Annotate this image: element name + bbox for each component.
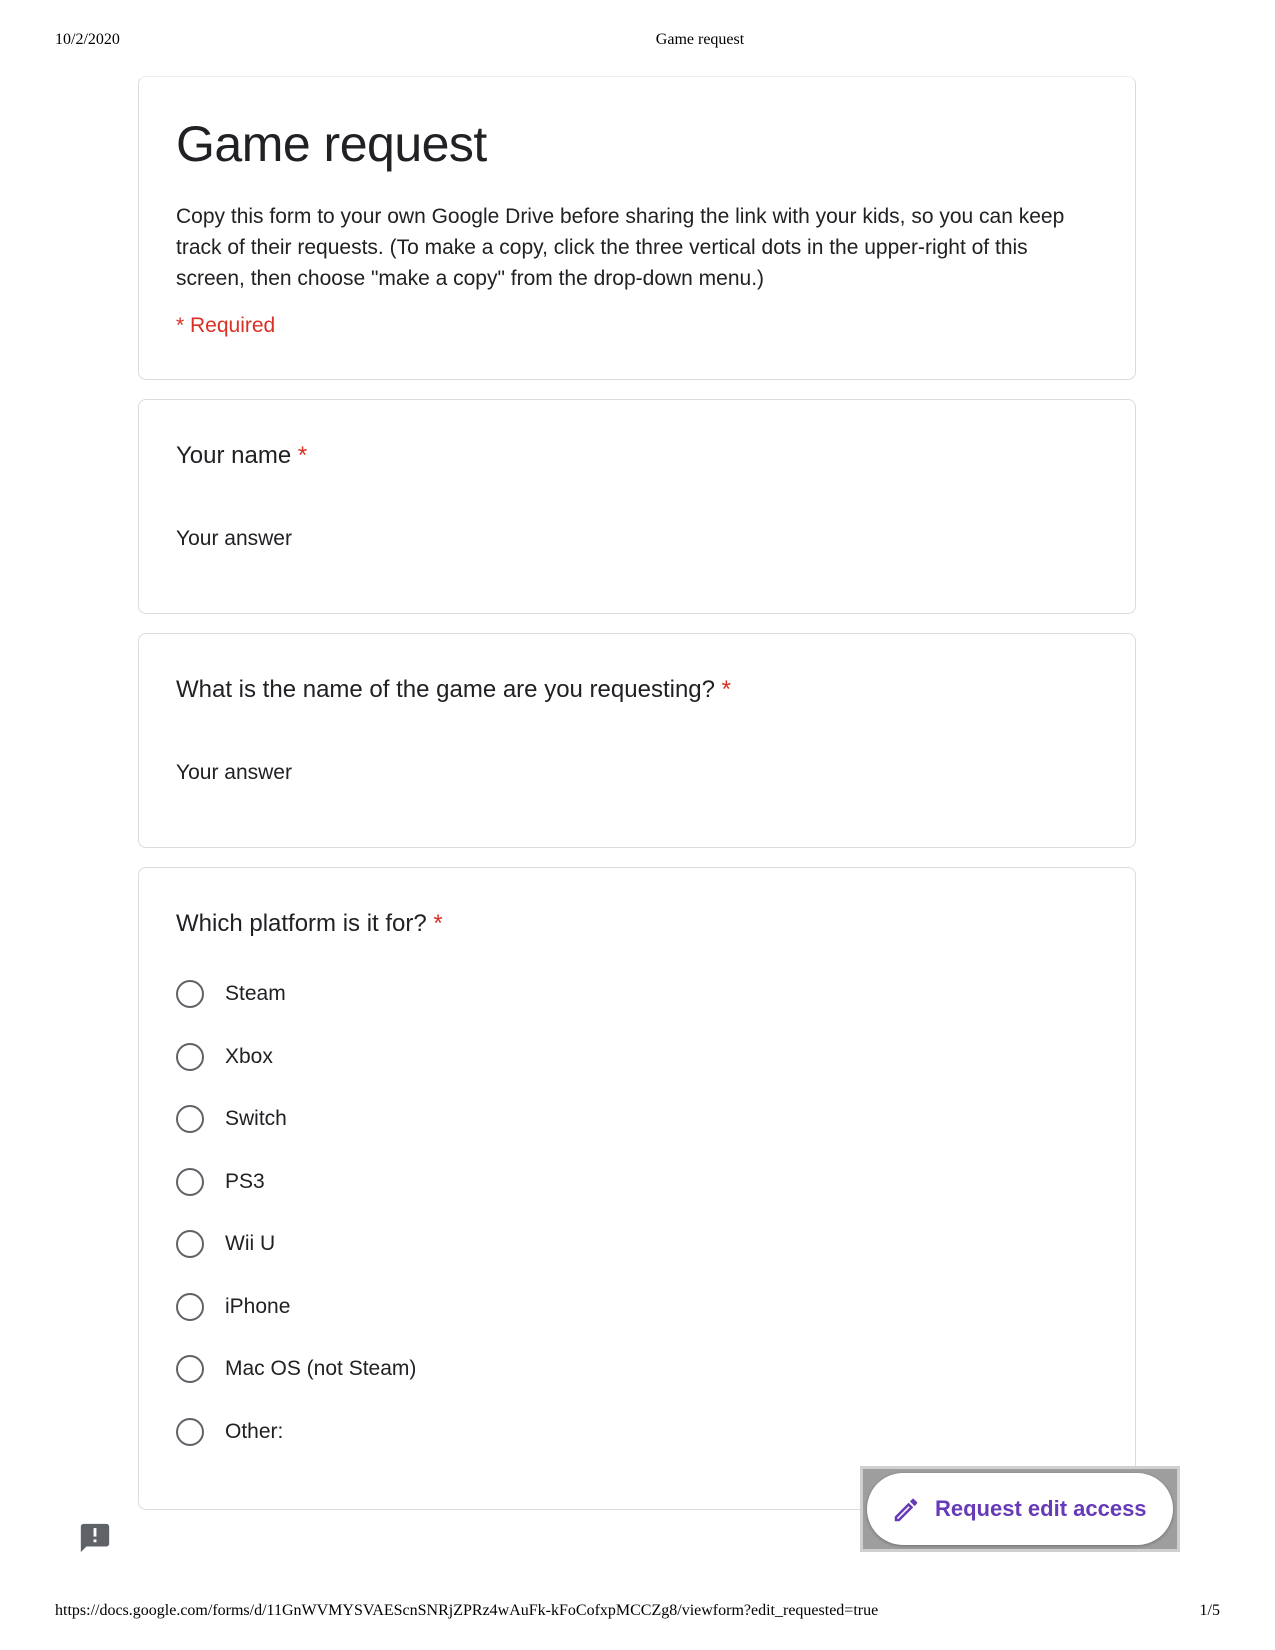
option-label: iPhone [225,1294,291,1318]
required-note: * Required [176,314,276,337]
print-page-number: 1/5 [1199,1602,1220,1619]
radio-button[interactable] [176,1418,204,1446]
option-label: Switch [225,1107,287,1130]
option-label: Steam [225,982,286,1005]
question-card-your-name [138,399,1136,614]
radio-button[interactable] [176,980,204,1008]
print-url: https://docs.google.com/forms/d/11GnWVMYSVAEScnSNRjZPRz4wAuFk-kFoCofxpMCCZg8/viewform?edit_requested=true [55,1602,879,1619]
option-label: Wii U [225,1232,276,1255]
required-asterisk: * [433,910,443,937]
option-label: Other: [225,1419,284,1443]
question-card-game-name [138,633,1136,848]
radio-button[interactable] [176,1168,204,1196]
required-asterisk: * [721,676,731,703]
game-name-input[interactable] [176,758,736,788]
print-title: Game request [655,31,745,48]
question-title-text: Your name [176,442,292,469]
radio-button[interactable] [176,1355,204,1383]
option-label: PS3 [225,1169,265,1193]
question-title [176,676,731,704]
pencil-icon [891,1495,921,1525]
feedback-icon[interactable] [78,1521,112,1555]
request-edit-access-label: Request edit access [935,1496,1147,1521]
print-footer [0,1602,1275,1622]
print-date: 10/2/2020 [55,31,120,48]
your-name-input[interactable] [176,524,736,554]
print-header [0,31,1275,51]
form-title: Game request [176,116,487,172]
question-title [176,910,443,938]
option-label: Xbox [225,1044,273,1068]
question-title [176,442,307,470]
question-title-text: Which platform is it for? [176,910,427,937]
radio-button[interactable] [176,1230,204,1258]
question-title-text: What is the name of the game are you requesting? [176,676,715,703]
radio-button[interactable] [176,1105,204,1133]
option-label: Mac OS (not Steam) [225,1357,417,1380]
form-header-card [138,76,1136,380]
question-card-platform [138,867,1136,1510]
radio-button[interactable] [176,1293,204,1321]
request-edit-access-highlight [860,1466,1180,1552]
request-edit-access-button[interactable] [867,1473,1173,1545]
radio-button[interactable] [176,1043,204,1071]
required-asterisk: * [297,442,308,469]
form-description: Copy this form to your own Google Drive before sharing the link with your kids, so you can keep track of their requests. (To make a copy, click the three vertical dots in the upper-right of this screen, then choose "make a copy" from the drop-down menu.) [176,205,1065,290]
